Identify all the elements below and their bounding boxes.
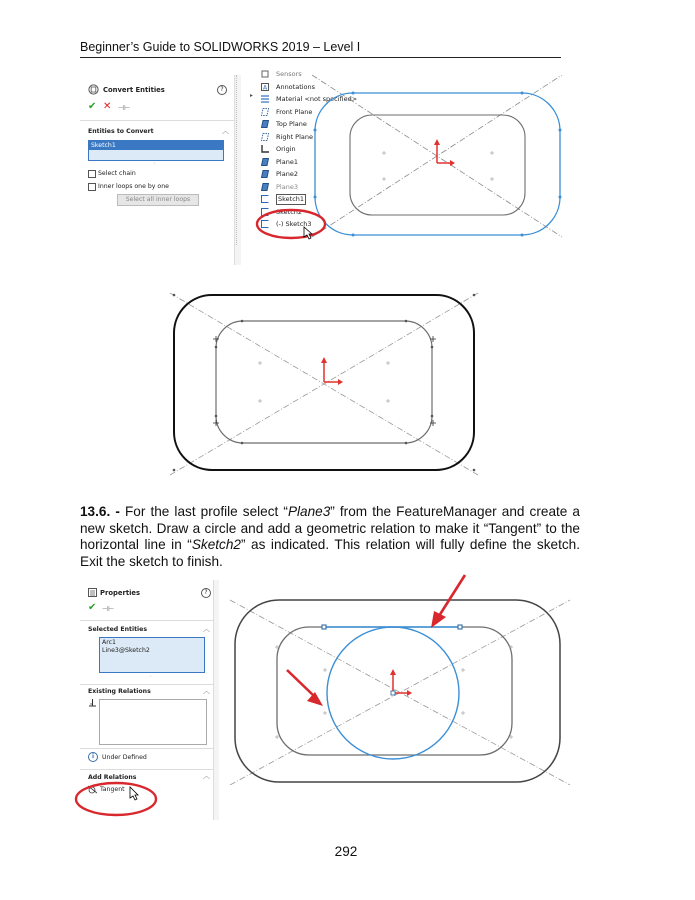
instruction-text-2: ” from the FeatureManager and create a new sketch. Draw a circle and add a geometric relation to make it “Tangent” to the horizontal line in “ <box>80 504 580 552</box>
entities-listbox[interactable] <box>88 140 224 161</box>
pushpin-icon[interactable]: ⊣⊢ <box>118 104 131 112</box>
sketch-view-result <box>168 285 488 480</box>
convert-entities-panel <box>80 75 236 265</box>
sensor-icon <box>261 70 269 78</box>
divider <box>80 769 215 770</box>
cursor-pointer-icon <box>129 786 140 801</box>
cancel-button[interactable]: ✕ <box>103 101 112 112</box>
collapse-chevron-icon[interactable]: ︿ <box>222 127 229 135</box>
inner-profile[interactable] <box>350 115 525 215</box>
instruction-text-3: ” as indicated. This relation will fully define the sketch. Exit the sketch to finish. <box>80 537 580 569</box>
ok-button[interactable]: ✔ <box>88 101 97 112</box>
line-endpoint-handle[interactable] <box>322 625 326 629</box>
annotation-arrow <box>283 665 333 715</box>
relation-icon <box>88 698 97 707</box>
list-item[interactable]: Arc1 <box>102 639 116 646</box>
panel-title: Properties <box>100 589 141 597</box>
existing-relations-listbox[interactable] <box>99 699 207 745</box>
collapse-chevron-icon[interactable]: ︿ <box>203 687 210 695</box>
select-all-inner-loops-button[interactable]: Select all inner loops <box>117 194 199 206</box>
section-entities-to-convert: Entities to Convert <box>88 128 154 135</box>
list-item[interactable]: Line3@Sketch2 <box>102 647 150 654</box>
select-chain-checkbox[interactable] <box>88 170 96 178</box>
status-text: Under Defined <box>102 754 147 761</box>
plane-icon <box>261 133 269 141</box>
properties-icon <box>88 588 97 597</box>
construction-points <box>382 151 494 181</box>
instruction-text-1: For the last profile select “ <box>119 504 288 519</box>
cursor-pointer-icon <box>303 226 313 240</box>
section-selected-entities: Selected Entities <box>88 626 148 633</box>
sketch-origin-icon <box>390 669 412 696</box>
svg-text:A: A <box>262 84 268 91</box>
divider <box>80 684 215 685</box>
divider <box>80 120 235 121</box>
plane-icon <box>261 170 269 178</box>
plane-icon <box>261 183 269 191</box>
ok-button[interactable]: ✔ <box>88 602 97 613</box>
annotations-icon <box>261 83 269 91</box>
sketch-view-tangent <box>225 575 585 785</box>
sketch-origin-icon <box>321 357 343 385</box>
outer-profile-blue[interactable] <box>315 93 560 235</box>
highlight-ellipse <box>252 205 332 245</box>
select-chain-label: Select chain <box>98 170 136 177</box>
instruction-emphasis-2: Sketch2 <box>191 537 241 552</box>
resize-grip-icon[interactable]: ◦ <box>149 674 152 680</box>
selected-entities-listbox[interactable] <box>99 637 205 673</box>
info-icon: i <box>88 752 98 762</box>
convert-entities-icon <box>88 84 99 95</box>
highlight-ellipse <box>72 778 164 820</box>
help-icon[interactable]: ? <box>201 588 211 598</box>
material-icon <box>261 95 269 103</box>
divider <box>80 748 215 749</box>
inner-loops-label: Inner loops one by one <box>98 183 169 190</box>
inner-loops-checkbox[interactable] <box>88 183 96 191</box>
header-rule <box>80 57 561 58</box>
collapse-chevron-icon[interactable]: ︿ <box>203 772 210 780</box>
plane-icon <box>261 158 269 166</box>
pushpin-icon[interactable]: ⊣⊢ <box>102 605 115 613</box>
running-header: Beginner’s Guide to SOLIDWORKS 2019 – Level I <box>80 40 361 54</box>
divider <box>80 620 215 621</box>
feature-manager-tree: ▸ Sensors A Annotations Material <not specified> Front Plane Top Plane Right Plane Origin Plane1 Plane2 Plane3 Sketch1 Sketch2 (-) Sketch3 <box>250 75 320 265</box>
sketch-view-convert <box>310 75 570 245</box>
list-item[interactable]: Sketch1 <box>89 141 223 150</box>
plane-icon <box>261 120 269 128</box>
instruction-emphasis-1: Plane3 <box>287 504 331 519</box>
section-existing-relations: Existing Relations <box>88 688 151 695</box>
panel-title: Convert Entities <box>103 86 165 94</box>
sketch-icon <box>261 195 269 203</box>
sketch-origin-icon <box>434 139 455 166</box>
origin-icon <box>261 145 269 153</box>
plane-icon <box>261 108 269 116</box>
collapse-chevron-icon[interactable]: ︿ <box>203 625 210 633</box>
help-icon[interactable]: ? <box>217 85 227 95</box>
section-add-relations: Add Relations <box>88 774 137 781</box>
tangent-label: Tangent <box>100 786 125 793</box>
resize-grip-icon[interactable]: ◦ <box>153 161 156 167</box>
panel-scrollbar[interactable] <box>213 580 219 820</box>
page-number: 292 <box>334 844 358 859</box>
step-number: 13.6. - <box>80 504 120 519</box>
annotation-arrow <box>425 572 470 632</box>
tree-scrollbar[interactable] <box>236 75 238 245</box>
tree-expand-arrow-icon[interactable]: ▸ <box>250 92 254 99</box>
instruction-paragraph <box>80 504 580 570</box>
